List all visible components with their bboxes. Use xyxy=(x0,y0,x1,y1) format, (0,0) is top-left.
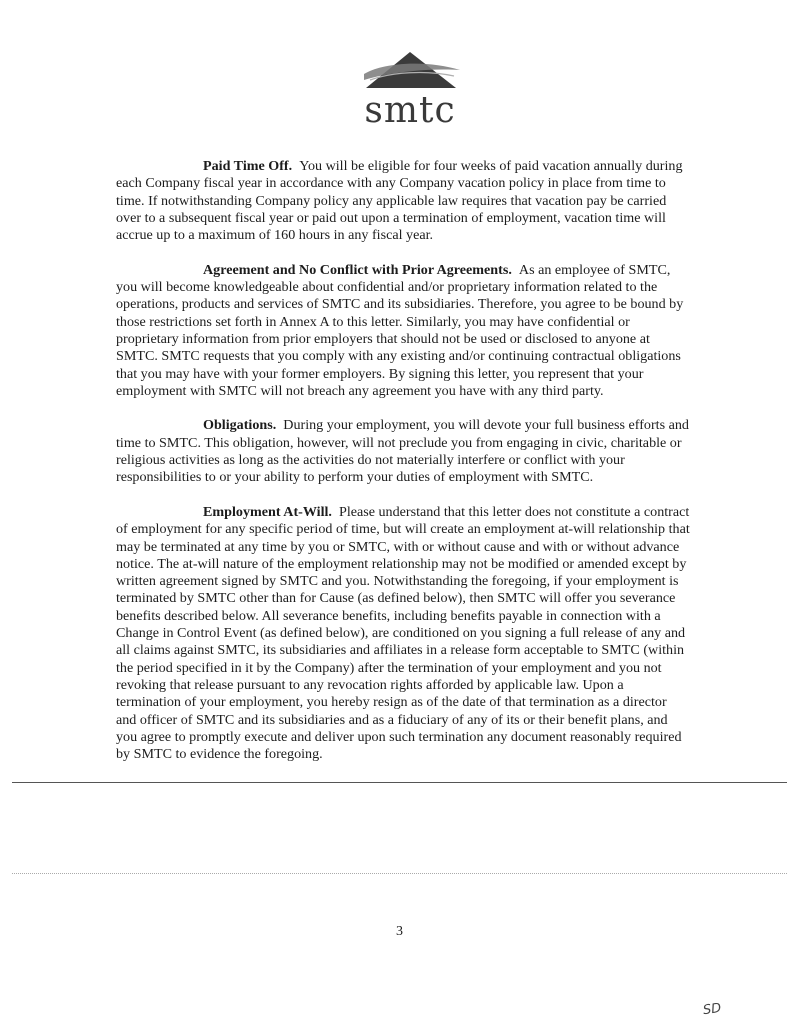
paragraph-employment-at-will xyxy=(116,504,690,763)
paragraph-text: As an employee of SMTC, you will become knowledgeable about confidential and/or proprietary information related to the operations, products and services of SMTC and its subsidiaries. Therefore, you agree to be bound by those restrictions set forth in Annex A to this letter. Similarly, you may have confidential or proprietary information from prior employers that should not be used or disclosed to anyone at SMTC. SMTC requests that you comply with any existing and/or continuing contractual obligations that you may have with your former employers. By signing this letter, you represent that your employment with SMTC will not breach any agreement you have with any third party. xyxy=(116,261,684,399)
logo-wordmark: smtc xyxy=(364,90,456,131)
paragraph-no-conflict xyxy=(116,262,690,400)
paragraph-heading: Paid Time Off. xyxy=(203,158,293,174)
paragraph-text: You will be eligible for four weeks of paid vacation annually during each Company fiscal year in accordance with any Company vacation policy in place from time to time. If notwithstanding Company policy any applicable law requires that vacation pay be carried over to a subsequent fiscal year or paid out upon a termination of employment, vacation time will accrue up to a maximum of 160 hours in any fiscal year. xyxy=(116,158,683,244)
handwritten-initials: SD xyxy=(702,1000,723,1019)
paragraph-text: Please understand that this letter does not constitute a contract of employment for any specific period of time, but will create an employment at-will relationship that may be terminated at any time by you or SMTC, with or without cause and with or without advance notice. The at-will nature of the employment relationship may not be modified or amended except by written agreement signed by SMTC and you. Notwithstanding the foregoing, if your employment is terminated by SMTC other than for Cause (as defined below), then SMTC will offer you severance benefits described below. All severance benefits, including benefits payable in connection with a Change in Control Event (as defined below), are conditioned on you signing a full release of any and all claims against SMTC, its subsidiaries and affiliates in a release form acceptable to SMTC (within the period specified in it by the Company) after the termination of your employment and you not revoking that release pursuant to any revocation rights afforded by applicable law. Upon a termination of your employment, you hereby resign as of the date of that termination as a director and officer of SMTC and its subsidiaries and as a fiduciary of any of its or their benefit plans, and you agree to promptly execute and deliver upon such termination any document reasonably required by SMTC to evidence the foregoing. xyxy=(116,503,690,763)
page-number: 3 xyxy=(396,924,403,939)
letter-body xyxy=(116,158,690,763)
paragraph-heading: Obligations. xyxy=(203,417,277,434)
dotted-divider xyxy=(12,873,787,874)
paragraph-paid-time-off xyxy=(116,158,690,244)
company-logo xyxy=(350,50,470,130)
paragraph-heading: Employment At-Will. xyxy=(203,503,332,520)
section-divider xyxy=(12,782,787,783)
paragraph-heading: Agreement and No Conflict with Prior Agreements. xyxy=(203,261,512,278)
paragraph-obligations xyxy=(116,417,690,486)
paragraph-text: During your employment, you will devote your full business efforts and time to SMTC. This obligation, however, will not preclude you from engaging in civic, charitable or religious activities as long as the activities do not materially interfere or conflict with your responsibilities to or your ability to perform your duties of employment with SMTC. xyxy=(116,417,689,486)
